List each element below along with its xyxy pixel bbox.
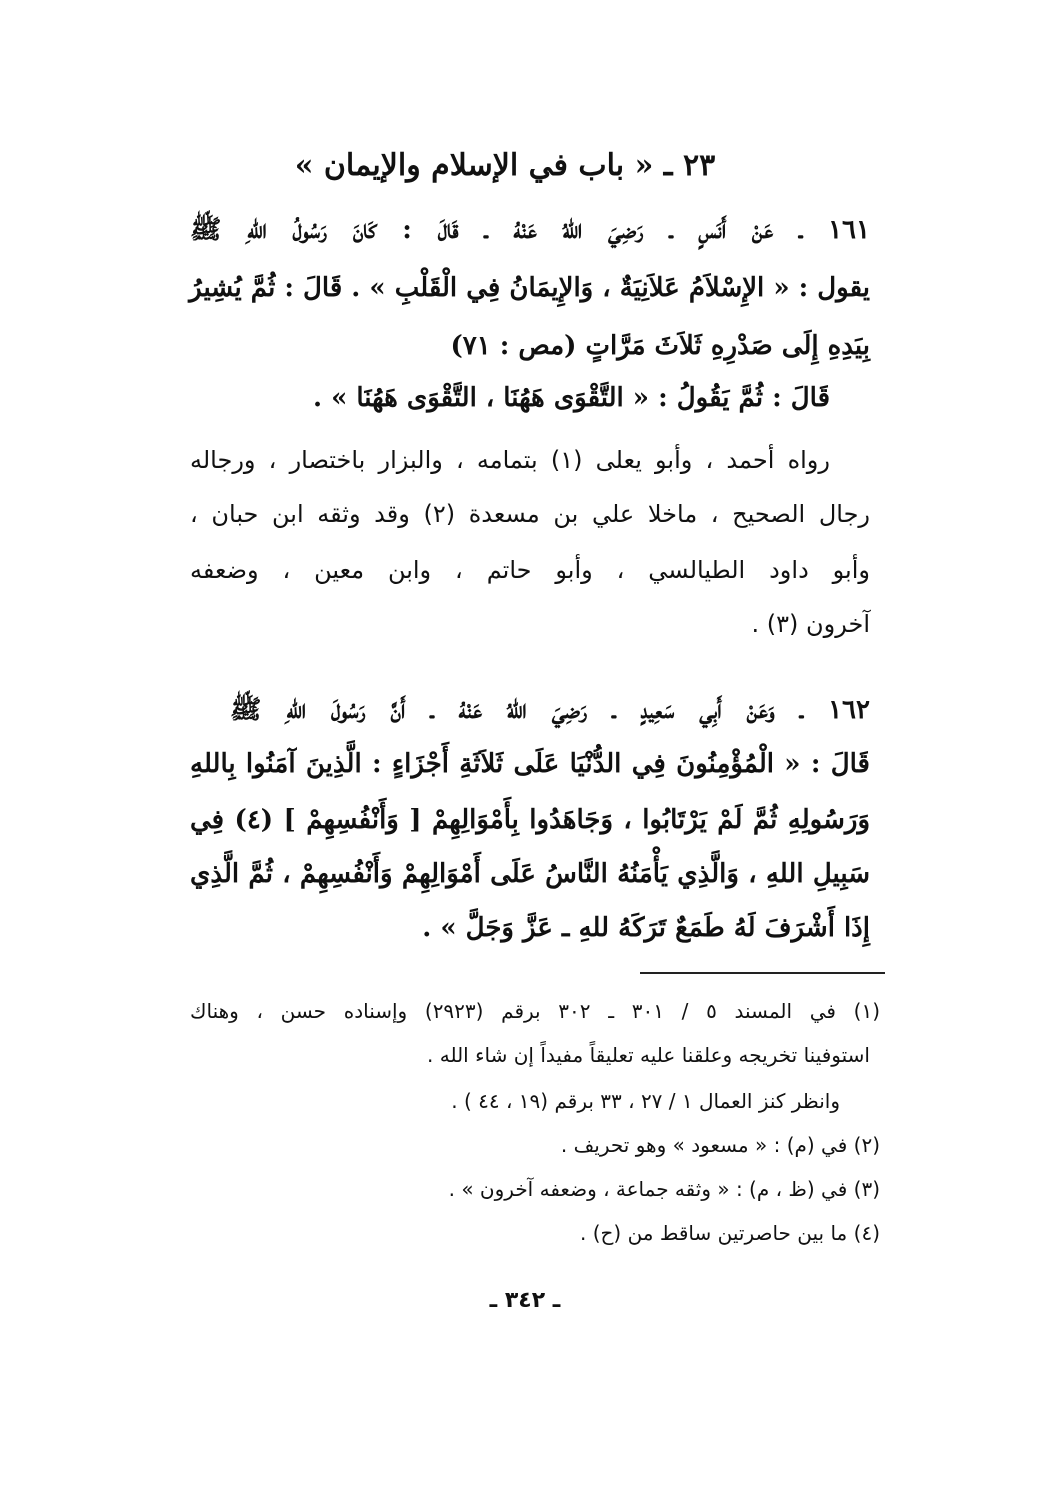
hadith-162-line-3: وَرَسُولِهِ ثُمَّ لَمْ يَرْتَابُوا ، وَجَاهَدُوا بِأَمْوَالِهِمْ [ وَأَنْفُسِهِمْ ] (٤) فِي <box>190 805 870 835</box>
page-number: ـ ٣٤٢ ـ <box>489 1288 561 1313</box>
hadith-161-line-2: يقول : « الإِسْلاَمُ عَلاَنِيَةٌ ، وَالإِيمَانُ فِي الْقَلْبِ » . قَالَ : ثُمَّ يُشِيرُ <box>189 273 870 303</box>
hadith-162-line-4: سَبِيلِ اللهِ ، وَالَّذِي يَأْمَنُهُ النَّاسُ عَلَى أَمْوَالِهِمْ وَأَنْفُسِهِمْ ، ثُمَّ الَّذِي <box>190 859 870 889</box>
hadith-161-line-1: ١٦١ ـ عَنْ أَنَسٍ ـ رَضِيَ اللهُ عَنْهُ ـ قَالَ : كَانَ رَسُولُ اللهِ ﷺ <box>190 215 870 245</box>
footnote-1-line-1: (١) في المسند ٥ / ٣٠١ ـ ٣٠٢ برقم (٢٩٢٣) وإسناده حسن ، وهناك <box>190 999 881 1023</box>
commentary-line-1: رواه أحمد ، وأبو يعلى (١) بتمامه ، والبزار باختصار ، ورجاله <box>190 446 830 474</box>
commentary-line-3: وأبو داود الطيالسي ، وأبو حاتم ، وابن معين ، وضعفه <box>190 556 870 584</box>
footnote-2: (٢) في (م) : « مسعود » وهو تحريف . <box>560 1133 880 1157</box>
hadith-162-line-2: قَالَ : « الْمُؤْمِنُونَ فِي الدُّنْيَا عَلَى ثَلاَثَةِ أَجْزَاءٍ : الَّذِينَ آمَنُوا بِاللهِ <box>190 749 870 779</box>
footnote-1-line-2: استوفينا تخريجه وعلقنا عليه تعليقاً مفيداً إن شاء الله . <box>427 1043 870 1067</box>
hadith-162-line-1: ١٦٢ ـ وَعَنْ أَبِي سَعِيدٍ ـ رَضِيَ اللهُ عَنْهُ ـ أَنَّ رَسُولَ اللهِ ﷺ <box>230 695 870 725</box>
commentary-line-2: رجال الصحيح ، ماخلا علي بن مسعدة (٢) وقد وثقه ابن حبان ، <box>190 500 871 528</box>
chapter-title: ٢٣ ـ « باب في الإسلام والإيمان » <box>294 148 716 183</box>
footnote-1-line-3: وانظر كنز العمال ١ / ٢٧ ، ٣٣ برقم (١٩ ، ٤٤ ) . <box>451 1089 840 1113</box>
footnote-3: (٣) في (ظ ، م) : « وثقه جماعة ، وضعفه آخرون » . <box>448 1177 880 1201</box>
hadith-161-line-3: بِيَدِهِ إِلَى صَدْرِهِ ثَلاَثَ مَرَّاتٍ (مص : ٧١) <box>450 331 870 361</box>
commentary-line-4: آخرون (٣) . <box>751 610 870 638</box>
hadith-162-line-5: إِذَا أَشْرَفَ لَهُ طَمَعٌ تَرَكَهُ للهِ ـ عَزَّ وَجَلَّ » . <box>422 913 870 943</box>
hadith-161-line-4: قَالَ : ثُمَّ يَقُولُ : « التَّقْوَى هَهُنَا ، التَّقْوَى هَهُنَا » . <box>312 383 830 413</box>
footnote-separator <box>640 972 885 974</box>
footnote-4: (٤) ما بين حاصرتين ساقط من (ح) . <box>579 1221 880 1245</box>
